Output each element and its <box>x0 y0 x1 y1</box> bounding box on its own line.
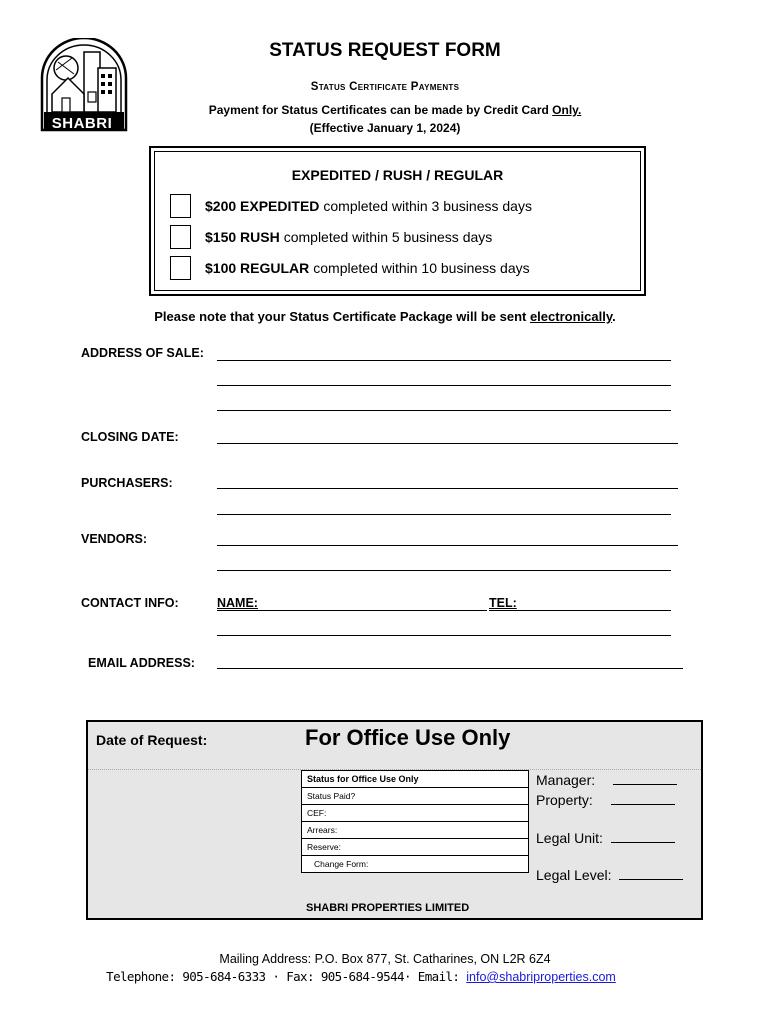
option-expedited <box>170 193 532 219</box>
option-rush <box>170 224 492 250</box>
vendors-field-2[interactable] <box>217 570 671 571</box>
closing-date-field[interactable] <box>217 443 678 444</box>
arrears-row: Arrears: <box>302 822 529 839</box>
address-of-sale-field-3[interactable] <box>217 410 671 411</box>
office-use-title: For Office Use Only <box>305 725 511 750</box>
service-options-box <box>149 146 646 296</box>
purchasers-field[interactable] <box>217 488 678 489</box>
closing-date-label: CLOSING DATE: <box>81 430 179 444</box>
office-table-header: Status for Office Use Only <box>302 771 529 788</box>
email-address-label: EMAIL ADDRESS: <box>88 656 195 670</box>
service-options-inner <box>154 151 641 291</box>
logo-text: SHABRI <box>51 115 113 132</box>
mailing-address: Mailing Address: P.O. Box 877, St. Catharines, ON L2R 6Z4 <box>219 952 551 966</box>
rush-checkbox[interactable] <box>170 225 191 249</box>
vendors-field[interactable] <box>217 545 678 546</box>
phone-fax-text: Telephone: 905-684-6333 · Fax: 905-684-9544· Email: <box>106 969 467 984</box>
option-price: $200 EXPEDITED <box>205 198 320 214</box>
legal-unit-field[interactable] <box>611 830 675 843</box>
service-options-heading: EXPEDITED / RUSH / REGULAR <box>291 167 504 183</box>
option-detail: completed within 5 business days <box>283 229 493 245</box>
manager-field[interactable] <box>613 772 677 785</box>
company-name: SHABRI PROPERTIES LIMITED <box>306 902 470 914</box>
payment-note-text: Payment for Status Certificates can be made by Credit Card <box>208 103 553 117</box>
name-label: NAME: <box>217 596 258 610</box>
option-price: $100 REGULAR <box>205 260 310 276</box>
purchasers-label: PURCHASERS: <box>81 476 173 490</box>
office-use-box <box>86 720 703 920</box>
option-regular <box>170 255 530 281</box>
email-link[interactable]: info@shabriproperties.com <box>466 970 616 984</box>
date-of-request-label: Date of Request: <box>96 732 208 748</box>
manager-label: Manager: <box>536 772 596 788</box>
tel-label: TEL: <box>489 596 517 610</box>
legal-level-line <box>536 867 683 883</box>
property-label: Property: <box>536 792 593 808</box>
effective-date: (Effective January 1, 2024) <box>309 121 461 135</box>
page-subtitle: Status Certificate Payments <box>310 81 460 93</box>
legal-level-field[interactable] <box>619 867 683 880</box>
electronic-note-suffix: . <box>612 309 616 324</box>
electronic-note-emphasis: electronically <box>529 309 613 324</box>
tel-field[interactable] <box>489 610 671 611</box>
change-form-row: Change Form: <box>302 856 529 873</box>
office-use-table <box>301 770 529 873</box>
address-of-sale-label: ADDRESS OF SALE: <box>81 346 204 360</box>
purchasers-field-2[interactable] <box>217 514 671 515</box>
page-title: STATUS REQUEST FORM <box>269 40 501 61</box>
cef-row: CEF: <box>302 805 529 822</box>
electronic-delivery-note <box>0 309 770 324</box>
property-line <box>536 792 675 808</box>
address-of-sale-field-2[interactable] <box>217 385 671 386</box>
legal-level-label: Legal Level: <box>536 867 612 883</box>
contact-info-field-2[interactable] <box>217 635 671 636</box>
reserve-row: Reserve: <box>302 839 529 856</box>
manager-line <box>536 772 677 788</box>
name-field[interactable] <box>217 610 487 611</box>
contact-line <box>0 969 722 984</box>
payment-note <box>0 103 770 117</box>
option-detail: completed within 3 business days <box>323 198 532 214</box>
expedited-checkbox[interactable] <box>170 194 191 218</box>
property-field[interactable] <box>611 792 675 805</box>
option-detail: completed within 10 business days <box>313 260 530 276</box>
vendors-label: VENDORS: <box>81 532 147 546</box>
legal-unit-label: Legal Unit: <box>536 830 603 846</box>
address-of-sale-field[interactable] <box>217 360 671 361</box>
status-paid-row: Status Paid? <box>302 788 529 805</box>
regular-checkbox[interactable] <box>170 256 191 280</box>
electronic-note-text: Please note that your Status Certificate Package will be sent <box>154 309 530 324</box>
option-price: $150 RUSH <box>205 229 280 245</box>
payment-note-emphasis: Only. <box>552 103 582 117</box>
contact-info-label: CONTACT INFO: <box>81 596 179 610</box>
legal-unit-line <box>536 830 675 846</box>
email-address-field[interactable] <box>217 668 683 669</box>
